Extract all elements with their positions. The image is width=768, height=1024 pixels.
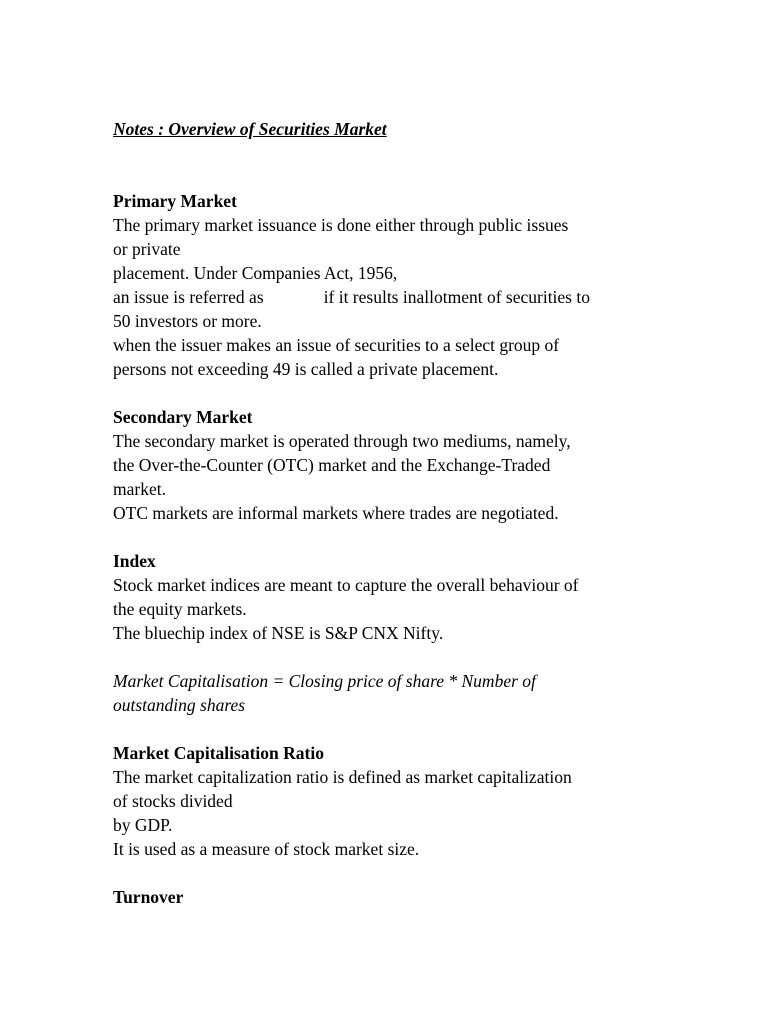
paragraph-line: 50 investors or more.: [113, 311, 262, 331]
section-market-capitalisation-ratio: [113, 741, 673, 861]
section-heading: Turnover: [113, 887, 184, 907]
paragraph-line: of stocks divided: [113, 791, 233, 811]
paragraph-line: by GDP.: [113, 815, 173, 835]
paragraph-line: placement. Under Companies Act, 1956,: [113, 263, 398, 283]
paragraph-line: The market capitalization ratio is defined as market capitalization: [113, 767, 572, 787]
section-index: [113, 549, 673, 645]
paragraph-line: when the issuer makes an issue of securities to a select group of: [113, 335, 560, 355]
paragraph-line: Stock market indices are meant to capture the overall behaviour of: [113, 575, 579, 595]
paragraph-fragment: if it results inallotment of securities to: [323, 287, 590, 307]
paragraph-line: market.: [113, 479, 166, 499]
paragraph-line: It is used as a measure of stock market size.: [113, 839, 420, 859]
section-heading: Index: [113, 551, 156, 571]
paragraph-fragment: an issue is referred as: [113, 287, 264, 307]
section-turnover: [113, 885, 673, 909]
formula-block: [113, 669, 673, 717]
section-heading: Primary Market: [113, 191, 237, 211]
page-title: Notes : Overview of Securities Market: [113, 119, 387, 139]
formula-line: Market Capitalisation = Closing price of share * Number of: [113, 671, 536, 691]
paragraph-line: or private: [113, 239, 181, 259]
paragraph-line: the equity markets.: [113, 599, 247, 619]
paragraph-line: The primary market issuance is done either through public issues: [113, 215, 569, 235]
paragraph-line: persons not exceeding 49 is called a private placement.: [113, 359, 499, 379]
section-heading: Market Capitalisation Ratio: [113, 743, 324, 763]
paragraph-line: The bluechip index of NSE is S&P CNX Nifty.: [113, 623, 444, 643]
section-primary-market: [113, 189, 673, 381]
paragraph-line: [113, 285, 673, 309]
document-page: [113, 117, 673, 933]
paragraph-line: The secondary market is operated through two mediums, namely,: [113, 431, 571, 451]
section-heading: Secondary Market: [113, 407, 253, 427]
paragraph-line: OTC markets are informal markets where trades are negotiated.: [113, 503, 559, 523]
section-secondary-market: [113, 405, 673, 525]
formula-line: outstanding shares: [113, 695, 246, 715]
paragraph-line: the Over-the-Counter (OTC) market and the Exchange-Traded: [113, 455, 551, 475]
